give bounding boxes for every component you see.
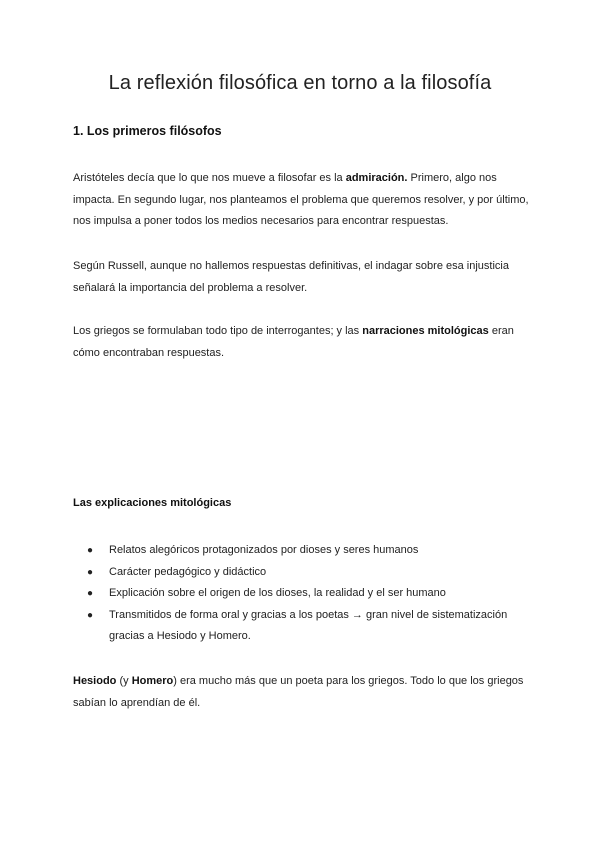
paragraph-text: Aristóteles decía que lo que nos mueve a filosofar es la bbox=[73, 172, 346, 184]
paragraph-text: ) era mucho más que un poeta para los griegos. Todo lo que los griegos sabían lo aprendían de él. bbox=[73, 675, 524, 709]
document-title: La reflexión filosófica en torno a la filosofía bbox=[108, 72, 492, 94]
paragraph-text: Los griegos se formulaban todo tipo de interrogantes; y las bbox=[73, 325, 363, 337]
list-item bbox=[87, 605, 527, 648]
paragraph-russell: Según Russell, aunque no hallemos respuestas definitivas, el indagar sobre esa injusticia señalará la importancia del problema a resolver. bbox=[73, 260, 509, 294]
paragraph-text: eran cómo encontraban respuestas. bbox=[73, 325, 514, 359]
paragraph-griegos bbox=[73, 321, 533, 364]
section-heading-explicaciones-mitologicas: Las explicaciones mitológicas bbox=[73, 497, 232, 509]
bold-term-admiracion: admiración. bbox=[345, 172, 408, 184]
list-item-text: Explicación sobre el origen de los dioses, la realidad y el ser humano bbox=[109, 587, 446, 599]
bullet-icon: ● bbox=[87, 588, 94, 599]
paragraph-text: Primero, algo nos impacta. En segundo lugar, nos planteamos el problema que queremos resolver, y por último, nos impulsa a poner todos los medios necesarios para encontrar respuestas. bbox=[73, 172, 529, 227]
bullet-icon: ● bbox=[87, 545, 94, 556]
bold-term-homero: Homero bbox=[131, 675, 174, 687]
bullet-icon: ● bbox=[87, 566, 94, 578]
paragraph-text: (y bbox=[116, 675, 132, 687]
list-item-text: Carácter pedagógico y didáctico bbox=[109, 565, 267, 578]
list-item-text: Transmitidos de forma oral y gracias a los poetas → gran nivel de sistematización gracias a Hesiodo y Homero. bbox=[109, 608, 508, 642]
list-item bbox=[87, 562, 527, 584]
bullet-list bbox=[87, 540, 527, 648]
paragraph-aristoteles bbox=[73, 168, 533, 233]
list-item bbox=[87, 540, 527, 562]
paragraph-hesiodo bbox=[73, 671, 533, 714]
list-item-text: Relatos alegóricos protagonizados por dioses y seres humanos bbox=[109, 544, 419, 556]
bold-term-hesiodo: Hesiodo bbox=[73, 675, 117, 687]
section-heading-primeros-filosofos: 1. Los primeros filósofos bbox=[73, 124, 222, 138]
bold-term-narraciones: narraciones mitológicas bbox=[362, 325, 489, 337]
bullet-icon: ● bbox=[87, 609, 94, 621]
list-item bbox=[87, 583, 527, 605]
